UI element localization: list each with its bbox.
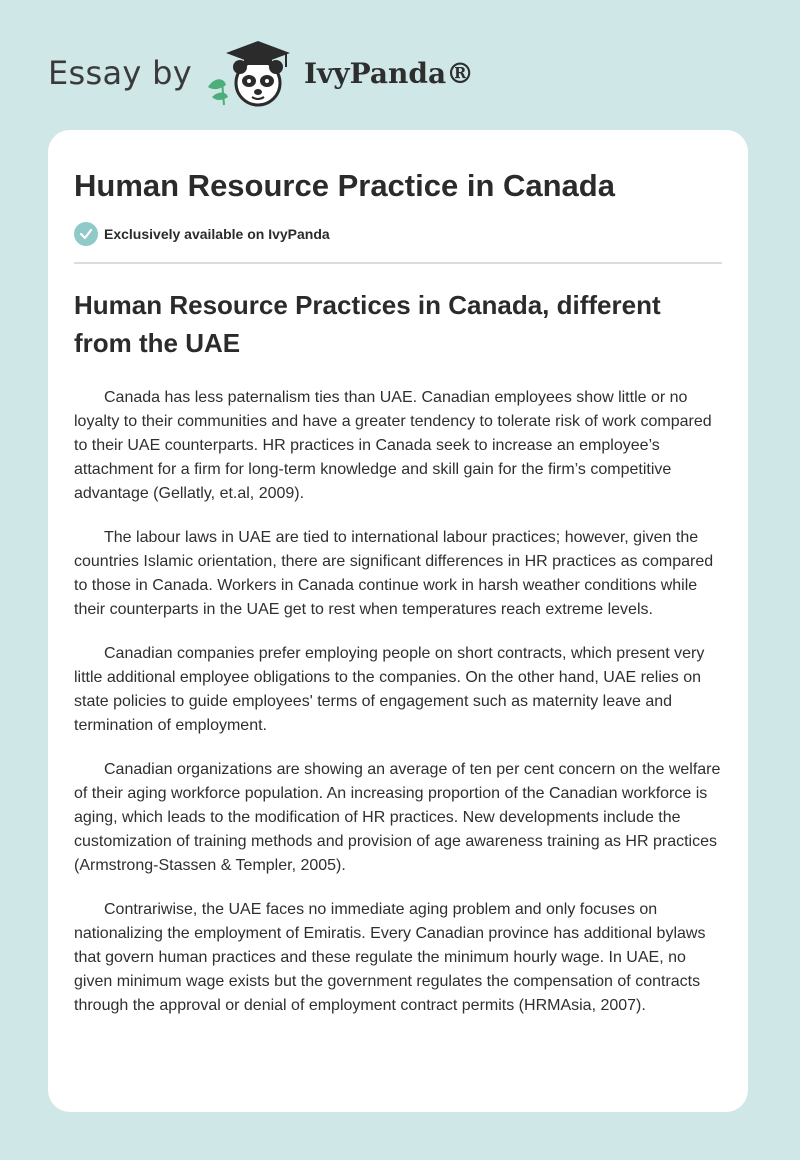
article-body bbox=[74, 386, 722, 1018]
section-heading: Human Resource Practices in Canada, different from the UAE bbox=[74, 290, 661, 358]
panda-logo-icon[interactable] bbox=[204, 37, 300, 109]
paragraph: Contrariwise, the UAE faces no immediate aging problem and only focuses on nationalizing the employment of Emiratis. Every Canadian province has additional bylaws that govern human practices and these regulate the minimum hourly wage. In UAE, no given minimum wage exists but the government regulates the compensation of contracts through the approval or denial of employment contract permits (HRMAsia, 2007). bbox=[74, 901, 706, 1014]
site-header bbox=[48, 38, 474, 108]
brand-name[interactable]: IvyPanda® bbox=[303, 56, 475, 90]
paragraph: Canadian companies prefer employing people on short contracts, which present very little additional employee obligations to the companies. On the other hand, UAE relies on state policies to guide employees' terms of engagement such as maternity leave and termination of employment. bbox=[74, 645, 705, 734]
page-title: Human Resource Practice in Canada bbox=[74, 168, 615, 203]
paragraph: Canada has less paternalism ties than UAE. Canadian employees show little or no loyalty to their communities and have a greater tendency to tolerate risk of work compared to their UAE counterparts. HR practices in Canada seek to increase an employee’s attachment for a firm for long-term knowledge and skill gain for the firm’s competitive advantage (Gellatly, et.al, 2009). bbox=[74, 389, 712, 502]
essay-by-label: Essay by bbox=[48, 54, 192, 92]
article-card bbox=[48, 130, 748, 1112]
exclusive-badge bbox=[74, 222, 722, 246]
paragraph: The labour laws in UAE are tied to international labour practices; however, given the countries Islamic orientation, there are significant differences in HR practices as compared to those in Canada. Workers in Canada continue work in harsh weather conditions while their counterparts in the UAE get to rest when temperatures reach extreme levels. bbox=[74, 529, 714, 618]
divider bbox=[74, 262, 722, 264]
paragraph: Canadian organizations are showing an average of ten per cent concern on the welfare of their aging workforce population. An increasing proportion of the Canadian workforce is aging, which leads to the modification of HR practices. New developments include the customization of training methods and provision of age awareness training as HR practices (Armstrong-Stassen & Templer, 2005). bbox=[74, 761, 721, 874]
check-icon bbox=[74, 222, 98, 246]
exclusive-badge-label: Exclusively available on IvyPanda bbox=[104, 226, 330, 242]
